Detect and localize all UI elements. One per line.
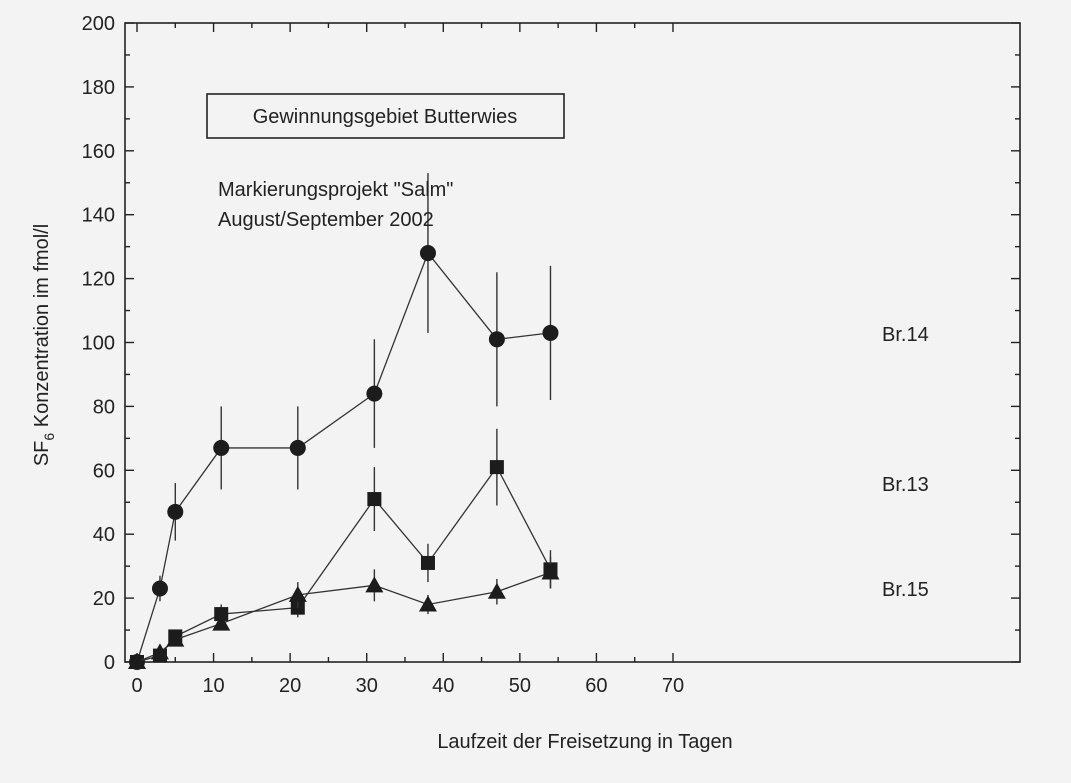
y-tick-label: 140 [81,204,115,227]
y-axis-title-main: SF [31,440,53,467]
point-br14 [213,440,229,456]
y-tick-label: 100 [81,332,115,355]
series-label-br13: Br.13 [882,474,929,496]
y-tick-label: 0 [103,652,115,674]
y-tick-label: 40 [92,524,115,547]
y-tick-label: 20 [92,588,115,611]
x-tick-label: 70 [661,675,685,697]
y-axis-title-sub: 6 [41,432,57,441]
point-br13 [367,492,381,506]
y-tick-label: 180 [81,76,115,99]
series-label-br14: Br.14 [882,324,929,346]
x-tick-label: 40 [432,675,455,697]
x-tick-label: 20 [279,675,302,697]
point-br14 [290,440,306,456]
x-tick-label: 0 [131,675,143,697]
y-axis-title-rest: Konzentration im fmol/l [31,223,53,433]
point-br13 [490,460,504,474]
y-tick-label: 80 [92,396,115,419]
x-tick-label: 30 [355,675,378,697]
title-box-text: Gewinnungsgebiet Butterwies [252,106,518,128]
point-br14 [542,325,558,341]
point-br13 [421,556,435,570]
point-br14 [167,504,183,520]
x-tick-label: 10 [202,675,225,697]
y-tick-label: 160 [81,140,115,163]
point-br14 [489,331,505,347]
series-label-br15: Br.15 [882,579,929,601]
annotation-line-1: Markierungsprojekt "Salm" [218,179,454,201]
point-br14 [420,245,436,261]
y-tick-label: 120 [81,268,115,291]
y-tick-label: 60 [92,460,115,483]
x-tick-label: 60 [585,675,608,697]
x-tick-label: 50 [508,675,531,697]
point-br14 [152,581,168,597]
y-tick-label: 200 [81,13,115,35]
x-axis-title: Laufzeit der Freisetzung in Tagen [437,731,733,753]
point-br14 [366,386,382,402]
annotation-line-2: August/September 2002 [218,209,434,231]
